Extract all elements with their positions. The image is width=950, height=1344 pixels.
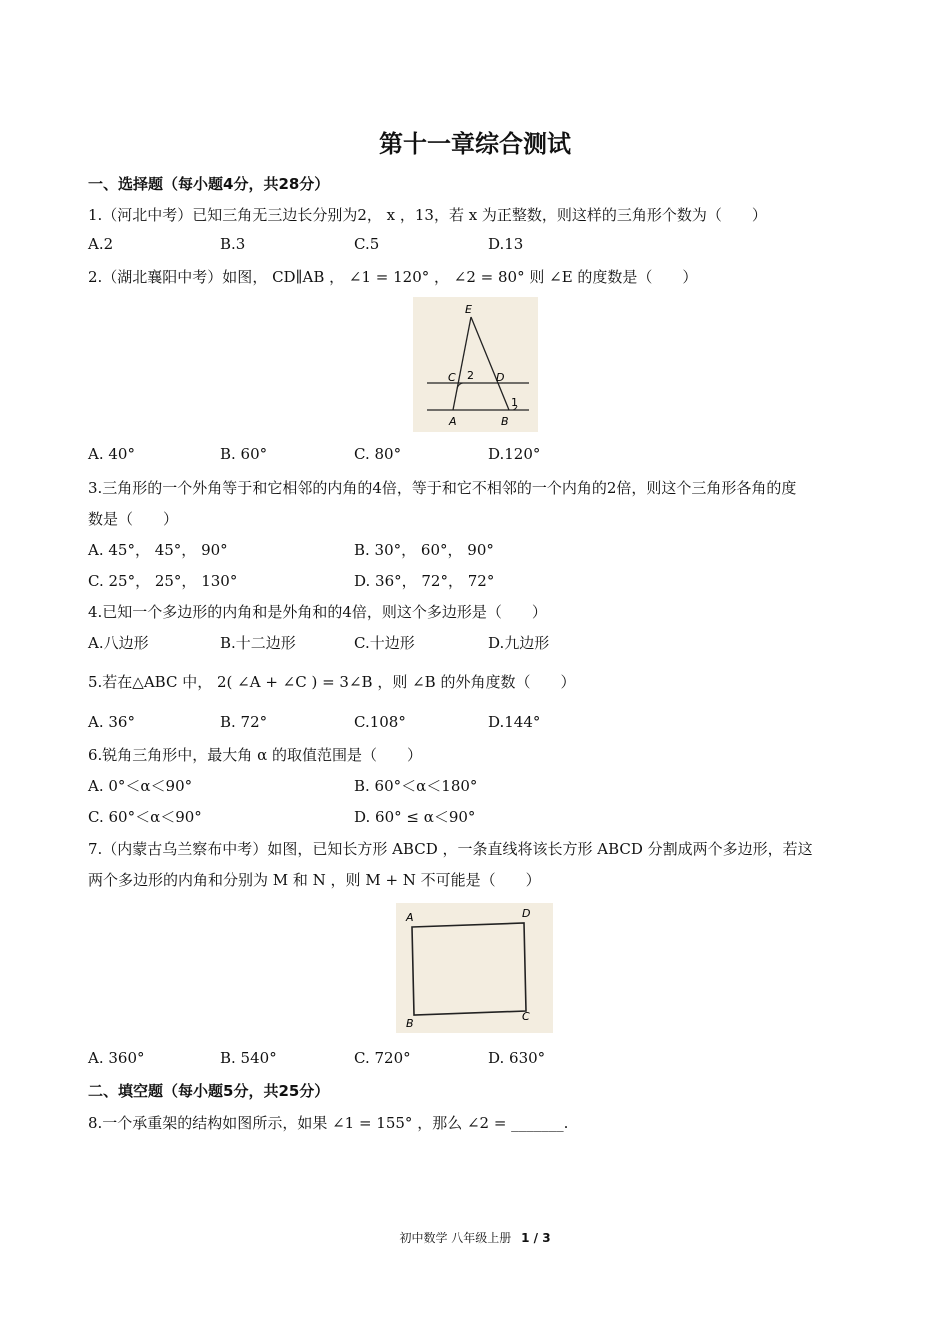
figure2-label-b: B <box>501 415 509 428</box>
question-7: 7.（内蒙古乌兰察布中考）如图，已知长方形 ABCD ，一条直线将该长方形 ABCD 分割成两个多边形，若这 <box>88 840 813 858</box>
figure-rectangle-abcd <box>396 903 553 1033</box>
q3-option-a: A. 45°， 45°， 90° <box>88 541 228 559</box>
figure7-label-d: D <box>522 907 531 920</box>
q5-option-c: C.108° <box>354 713 406 731</box>
q1-option-d: D.13 <box>488 235 524 253</box>
question-6: 6.锐角三角形中，最大角 α 的取值范围是（ ） <box>88 746 422 764</box>
section-heading-fill: 二、填空题（每小题5分，共25分） <box>88 1082 330 1100</box>
figure2-label-e: E <box>465 303 472 316</box>
question-8: 8.一个承重架的结构如图所示，如果 ∠1 = 155° ，那么 ∠2 = _______. <box>88 1114 569 1132</box>
q5-option-d: D.144° <box>488 713 541 731</box>
q2-option-d: D.120° <box>488 445 541 463</box>
q6-option-c: C. 60°＜α＜90° <box>88 808 202 826</box>
q4-option-b: B.十二边形 <box>220 634 296 652</box>
q7-option-d: D. 630° <box>488 1049 546 1067</box>
q1-option-c: C.5 <box>354 235 380 253</box>
figure7-label-a: A <box>406 911 414 924</box>
q2-option-c: C. 80° <box>354 445 402 463</box>
q3-option-d: D. 36°， 72°， 72° <box>354 572 495 590</box>
q1-option-b: B.3 <box>220 235 246 253</box>
q3-option-c: C. 25°， 25°， 130° <box>88 572 238 590</box>
q1-option-a: A.2 <box>88 235 114 253</box>
figure2-label-2: 2 <box>467 369 474 382</box>
q4-option-c: C.十边形 <box>354 634 415 652</box>
q5-option-a: A. 36° <box>88 713 135 731</box>
q7-option-c: C. 720° <box>354 1049 411 1067</box>
q6-option-d: D. 60° ≤ α＜90° <box>354 808 476 826</box>
q7-option-a: A. 360° <box>88 1049 145 1067</box>
q7-option-b: B. 540° <box>220 1049 277 1067</box>
q2-option-b: B. 60° <box>220 445 268 463</box>
figure-triangle-parallel <box>413 297 538 432</box>
figure2-label-d: D <box>496 371 505 384</box>
q2-option-a: A. 40° <box>88 445 135 463</box>
question-2: 2.（湖北襄阳中考）如图， CD∥AB ， ∠1 = 120° ， ∠2 = 80° 则 ∠E 的度数是（ ） <box>88 268 698 286</box>
question-3-line2: 数是（ ） <box>88 510 179 528</box>
q3-option-b: B. 30°， 60°， 90° <box>354 541 494 559</box>
figure2-label-1: 1 <box>511 396 518 409</box>
figure7-label-c: C <box>522 1010 530 1023</box>
page-title: 第十一章综合测试 <box>379 130 571 158</box>
figure7-label-b: B <box>406 1017 414 1030</box>
footer-page-number: 1 / 3 <box>521 1231 551 1245</box>
q5-option-b: B. 72° <box>220 713 268 731</box>
figure2-label-a: A <box>449 415 457 428</box>
question-5: 5.若在△ABC 中， 2( ∠A + ∠C ) = 3∠B ，则 ∠B 的外角度数（ ） <box>88 673 576 691</box>
page-footer <box>0 1229 950 1246</box>
q6-option-b: B. 60°＜α＜180° <box>354 777 478 795</box>
question-4: 4.已知一个多边形的内角和是外角和的4倍，则这个多边形是（ ） <box>88 603 547 621</box>
section-heading-choice: 一、选择题（每小题4分，共28分） <box>88 175 330 193</box>
q6-option-a: A. 0°＜α＜90° <box>88 777 193 795</box>
question-1: 1.（河北中考）已知三角无三边长分别为2， x ，13，若 x 为正整数，则这样的三角形个数为（ ） <box>88 206 767 224</box>
footer-text: 初中数学 八年级上册 <box>399 1231 512 1245</box>
question-3: 3.三角形的一个外角等于和它相邻的内角的4倍，等于和它不相邻的一个内角的2倍，则这个三角形各角的度 <box>88 479 797 497</box>
question-7-line2: 两个多边形的内角和分别为 M 和 N ，则 M + N 不可能是（ ） <box>88 871 541 889</box>
q4-option-d: D.九边形 <box>488 634 550 652</box>
q4-option-a: A.八边形 <box>88 634 149 652</box>
figure2-label-c: C <box>448 371 456 384</box>
